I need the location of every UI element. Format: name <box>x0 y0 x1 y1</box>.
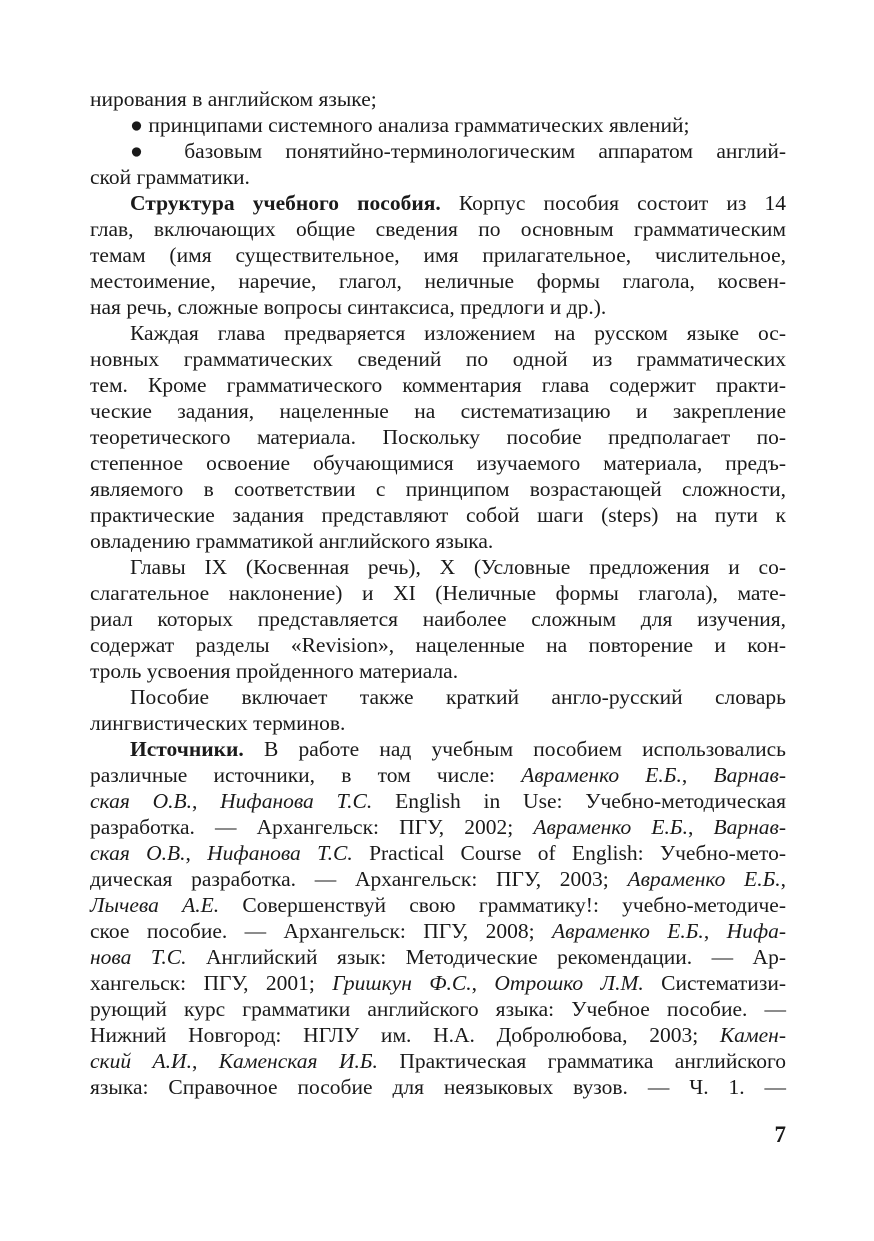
text-line <box>90 736 786 762</box>
paragraph <box>90 684 786 736</box>
text-line <box>90 1048 786 1074</box>
text-line <box>90 424 786 450</box>
text-run: Практическая грамматика английского <box>377 1049 787 1073</box>
italic-author: Отрошко Л.М. <box>494 971 644 995</box>
text-run: Practical Course of English: Учебно-мето- <box>352 841 786 865</box>
text-line <box>90 372 786 398</box>
italic-author: Варнав- <box>713 815 787 839</box>
text-line <box>90 216 786 242</box>
text-line <box>90 580 786 606</box>
text-line <box>90 788 786 814</box>
italic-author: ская О.В. <box>90 841 186 865</box>
italic-author: Авраменко Е.Б. <box>521 763 682 787</box>
text-line <box>90 866 786 892</box>
text-run: ● принципами системного анализа грамматических явлений; <box>130 113 690 137</box>
italic-author: Авраменко Е.Б. <box>627 867 781 891</box>
text-run: тем. Кроме грамматического комментария глава содержит практи- <box>90 373 786 397</box>
paragraph <box>90 554 786 684</box>
text-run: овладению грамматикой английского языка. <box>90 529 494 553</box>
text-run: English in Use: Учебно-методическая <box>372 789 786 813</box>
italic-author: Лычева А.Е. <box>90 893 220 917</box>
italic-author: Камен- <box>719 1023 786 1047</box>
text-line <box>90 242 786 268</box>
text-run: практические задания представляют собой шаги (steps) на пути к <box>90 503 786 527</box>
paragraph <box>90 138 786 190</box>
text-run: глав, включающих общие сведения по основным грамматическим <box>90 217 786 241</box>
text-line <box>90 762 786 788</box>
text-run: , <box>185 841 208 865</box>
text-run: лингвистических терминов. <box>90 711 346 735</box>
text-line <box>90 528 786 554</box>
text-run: , <box>780 867 786 891</box>
text-line <box>90 1022 786 1048</box>
text-run: В работе над учебным пособием использовались <box>243 737 786 761</box>
text-run: слагательное наклонение) и XI (Неличные формы глагола), мате- <box>90 581 786 605</box>
text-run: хангельск: ПГУ, 2001; <box>90 971 333 995</box>
text-run: теоретического материала. Поскольку пособие предполагает по- <box>90 425 786 449</box>
text-run: , <box>471 971 495 995</box>
text-run: языка: Справочное пособие для неязыковых вузов. — Ч. 1. — <box>90 1075 786 1099</box>
text-run: ● базовым понятийно-терминологическим аппаратом англий- <box>130 139 786 163</box>
text-run: различные источники, в том числе: <box>90 763 522 787</box>
text-line <box>90 398 786 424</box>
text-line <box>90 190 786 216</box>
text-run: , <box>192 789 221 813</box>
italic-author: Нифанова Т.С. <box>207 841 353 865</box>
text-run: степенное освоение обучающимися изучаемого материала, предъ- <box>90 451 786 475</box>
text-run: темам (имя существительное, имя прилагательное, числительное, <box>90 243 786 267</box>
text-line <box>90 164 786 190</box>
text-line <box>90 112 786 138</box>
text-line <box>90 996 786 1022</box>
text-run: рующий курс грамматики английского языка: Учебное пособие. — <box>90 997 786 1021</box>
italic-author: Нифа- <box>726 919 787 943</box>
text-run: Нижний Новгород: НГЛУ им. Н.А. Добролюбова, 2003; <box>90 1023 720 1047</box>
text-line <box>90 138 786 164</box>
text-run: , <box>703 919 727 943</box>
text-run: , <box>681 763 714 787</box>
text-line <box>90 632 786 658</box>
text-run: Систематизи- <box>643 971 786 995</box>
text-run: , <box>191 1049 219 1073</box>
text-run: Английский язык: Методические рекомендации. — Ар- <box>186 945 786 969</box>
text-run: ской грамматики. <box>90 165 250 189</box>
italic-author: нова Т.С. <box>90 945 187 969</box>
bold-heading: Источники. <box>130 737 244 761</box>
bold-heading: Структура учебного пособия. <box>130 191 441 215</box>
italic-author: Гришкун Ф.С. <box>332 971 472 995</box>
text-line <box>90 606 786 632</box>
text-run: являемого в соответствии с принципом возрастающей сложности, <box>90 477 786 501</box>
text-run: Главы IX (Косвенная речь), X (Условные предложения и со- <box>130 555 786 579</box>
text-run: риал которых представляется наиболее сложным для изучения, <box>90 607 786 631</box>
text-line <box>90 294 786 320</box>
italic-author: Нифанова Т.С. <box>220 789 373 813</box>
text-line <box>90 476 786 502</box>
italic-author: Каменская И.Б. <box>218 1049 378 1073</box>
text-line <box>90 892 786 918</box>
text-run: содержат разделы «Revision», нацеленные на повторение и кон- <box>90 633 786 657</box>
paragraph <box>90 112 786 138</box>
italic-author: ский А.И. <box>90 1049 192 1073</box>
text-run: новных грамматических сведений по одной из грамматических <box>90 347 786 371</box>
text-run: Каждая глава предваряется изложением на русском языке ос- <box>130 321 786 345</box>
text-run: Совершенствуй свою грамматику!: учебно-методиче- <box>219 893 786 917</box>
italic-author: Варнав- <box>713 763 787 787</box>
italic-author: Авраменко Е.Б. <box>533 815 688 839</box>
text-line <box>90 268 786 294</box>
text-line <box>90 450 786 476</box>
text-line <box>90 1074 786 1100</box>
text-line <box>90 320 786 346</box>
text-run: ское пособие. — Архангельск: ПГУ, 2008; <box>90 919 552 943</box>
text-run: дическая разработка. — Архангельск: ПГУ, 2003; <box>90 867 628 891</box>
text-run: ная речь, сложные вопросы синтаксиса, предлоги и др.). <box>90 295 607 319</box>
paragraph <box>90 736 786 1100</box>
text-line <box>90 814 786 840</box>
text-line <box>90 554 786 580</box>
text-line <box>90 840 786 866</box>
paragraph <box>90 320 786 554</box>
text-line <box>90 918 786 944</box>
page-body <box>90 86 786 1100</box>
text-run: нирования в английском языке; <box>90 87 377 111</box>
text-line <box>90 346 786 372</box>
text-line <box>90 970 786 996</box>
page-number: 7 <box>774 1122 786 1147</box>
text-line <box>90 710 786 736</box>
text-run: , <box>687 815 714 839</box>
text-run: ческие задания, нацеленные на систематизацию и закрепление <box>90 399 786 423</box>
text-line <box>90 658 786 684</box>
text-line <box>90 502 786 528</box>
text-run: Корпус пособия состоит из 14 <box>440 191 786 215</box>
text-run: местоимение, наречие, глагол, неличные формы глагола, косвен- <box>90 269 786 293</box>
italic-author: Авраменко Е.Б. <box>551 919 704 943</box>
italic-author: ская О.В. <box>90 789 192 813</box>
paragraph <box>90 86 786 112</box>
text-line <box>90 86 786 112</box>
text-run: Пособие включает также краткий англо-русский словарь <box>130 685 786 709</box>
paragraph <box>90 190 786 320</box>
text-line <box>90 944 786 970</box>
text-run: разработка. — Архангельск: ПГУ, 2002; <box>90 815 534 839</box>
text-line <box>90 684 786 710</box>
text-run: троль усвоения пройденного материала. <box>90 659 459 683</box>
